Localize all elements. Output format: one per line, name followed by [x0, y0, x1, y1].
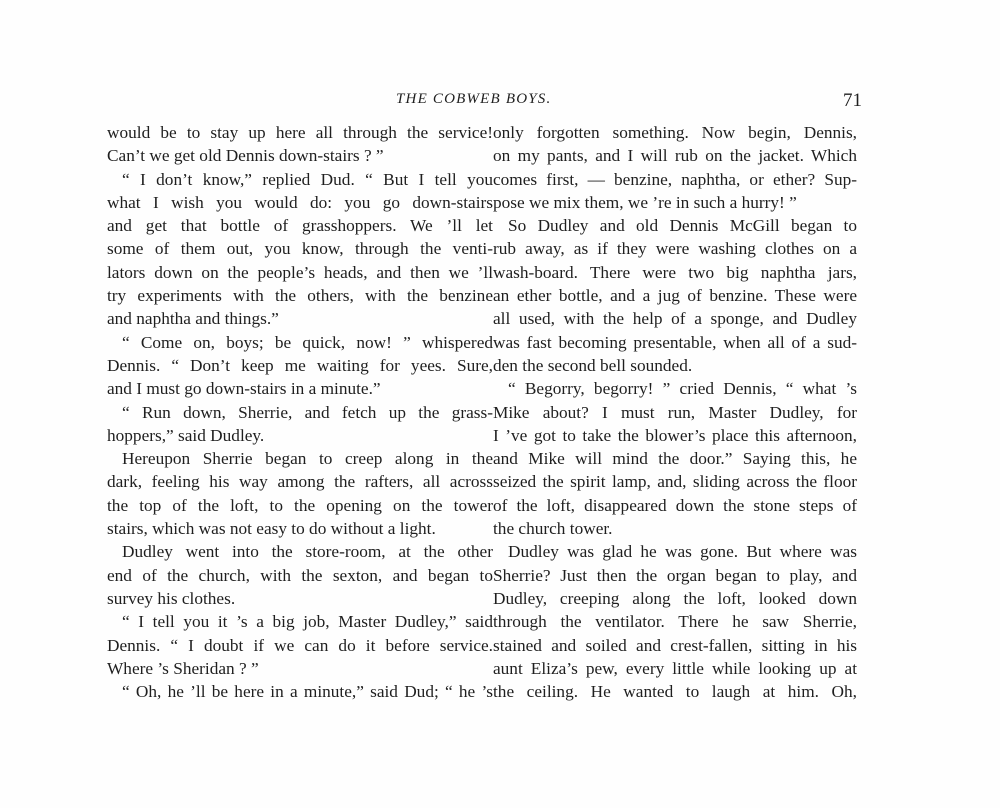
text-line: dark, feeling his way among the rafters, all across	[107, 472, 493, 492]
text-line: Hereupon Sherrie began to creep along in the	[122, 449, 493, 469]
text-line: was fast becoming presentable, when all of a sud-	[493, 332, 857, 352]
text-line: the church tower.	[493, 519, 613, 539]
text-line: So Dudley and old Dennis McGill began to	[508, 216, 857, 236]
text-line: Dudley was glad he was gone. But where was	[508, 542, 857, 562]
text-line: “ Come on, boys; be quick, now! ” whispered	[122, 332, 493, 352]
right-text-column	[493, 121, 857, 703]
text-line: “ Oh, he ’ll be here in a minute,” said Dud; “ he ’s	[122, 682, 493, 702]
text-line: would be to stay up here all through the service!	[107, 123, 493, 142]
text-line: Dennis. “ Don’t keep me waiting for yees. Sure,	[107, 355, 493, 375]
text-line: only forgotten something. Now begin, Dennis,	[493, 123, 857, 142]
text-line: try experiments with the others, with the benzine	[107, 286, 493, 306]
text-line: an ether bottle, and a jug of benzine. These were	[493, 286, 857, 306]
text-line: some of them out, you know, through the venti-	[107, 239, 493, 259]
text-line: rub away, as if they were washing clothes on a	[493, 239, 857, 259]
text-line: Dudley went into the store-room, at the other	[122, 542, 493, 562]
running-title: THE COBWEB BOYS.	[396, 91, 552, 107]
text-line: and get that bottle of grasshoppers. We ’ll let	[107, 216, 493, 236]
text-line: Dennis. “ I doubt if we can do it before service.	[107, 635, 493, 655]
text-line: survey his clothes.	[107, 588, 236, 608]
text-line: Where ’s Sheridan ? ”	[107, 658, 259, 678]
text-line: lators down on the people’s heads, and then we ’ll	[107, 262, 493, 282]
text-line: and I must go down-stairs in a minute.”	[107, 379, 381, 399]
text-line: and naphtha and things.”	[107, 309, 279, 329]
text-line: hoppers,” said Dudley.	[107, 425, 265, 445]
text-line: aunt Eliza’s pew, every little while looking up at	[493, 658, 857, 678]
text-line: the ceiling. He wanted to laugh at him. Oh,	[493, 682, 857, 702]
text-line: the top of the loft, to the opening on the tower	[107, 495, 493, 515]
text-line: “ Run down, Sherrie, and fetch up the grass-	[122, 402, 493, 422]
text-line: Mike about? I must run, Master Dudley, for	[493, 402, 857, 422]
text-line: wash-board. There were two big naphtha jars,	[493, 262, 857, 282]
left-text-column	[107, 121, 493, 703]
text-line: Can’t we get old Dennis down-stairs ? ”	[107, 146, 384, 166]
text-line: of the loft, disappeared down the stone steps of	[493, 495, 857, 515]
text-line: on my pants, and I will rub on the jacket. Which	[493, 146, 857, 166]
text-line: comes first, — benzine, naphtha, or ether? Sup-	[493, 169, 857, 189]
text-line: end of the church, with the sexton, and began to	[107, 565, 493, 585]
text-line: “ I don’t know,” replied Dud. “ But I tell you	[122, 169, 493, 189]
text-line: stained and soiled and crest-fallen, sitting in his	[493, 635, 857, 655]
text-line: and Mike will mind the door.” Saying this, he	[493, 449, 857, 469]
text-line: “ Begorry, begorry! ” cried Dennis, “ what ’s	[508, 379, 857, 399]
text-line: what I wish you would do: you go down-stairs	[107, 192, 493, 212]
text-line: pose we mix them, we ’re in such a hurry! ”	[493, 192, 797, 212]
text-line: Dudley, creeping along the loft, looked down	[493, 588, 857, 608]
text-line: stairs, which was not easy to do without a light.	[107, 519, 436, 539]
text-line: all used, with the help of a sponge, and Dudley	[493, 309, 857, 329]
text-line: den the second bell sounded.	[493, 355, 693, 375]
text-line: seized the spirit lamp, and, sliding across the floor	[493, 472, 857, 492]
text-line: “ I tell you it ’s a big job, Master Dudley,” said	[122, 612, 493, 632]
page-number: 71	[843, 90, 862, 111]
text-line: through the ventilator. There he saw Sherrie,	[493, 612, 857, 632]
text-line: I ’ve got to take the blower’s place this afternoon,	[493, 425, 857, 445]
text-line: Sherrie? Just then the organ began to play, and	[493, 565, 857, 585]
